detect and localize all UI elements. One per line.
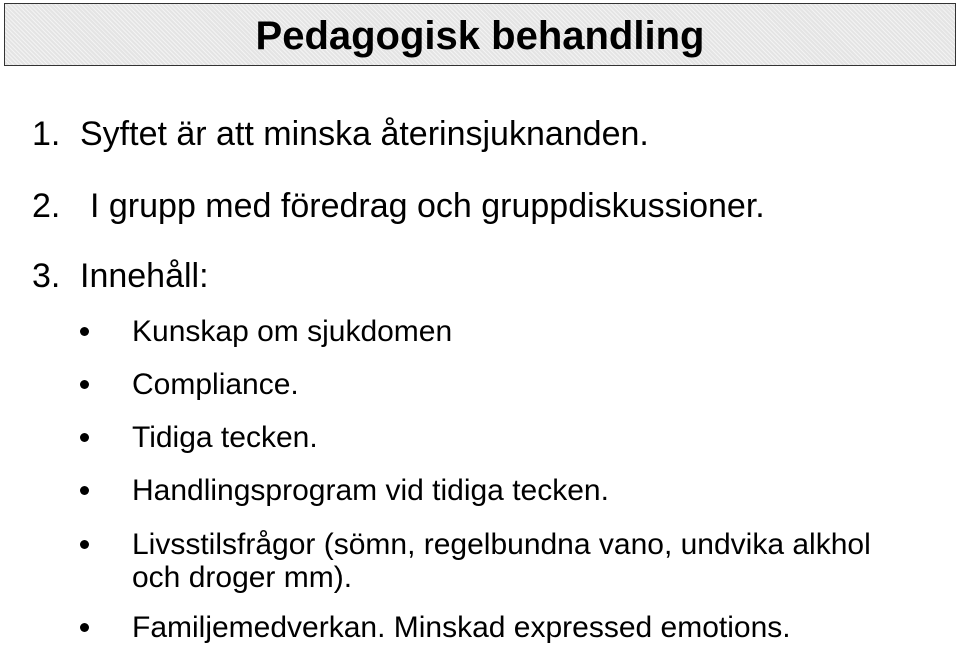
bullet-text: Compliance. [132, 368, 299, 401]
item-number: 3. [32, 257, 61, 295]
bullet-item [80, 474, 940, 507]
bullet-dot-icon [80, 327, 89, 336]
bullet-item [80, 368, 940, 401]
item-text: Syftet är att minska återinsjuknanden. [80, 115, 649, 153]
item-number: 1. [32, 115, 61, 153]
bullet-text: Kunskap om sjukdomen [132, 315, 453, 348]
numbered-item-1 [32, 114, 649, 154]
numbered-item-2 [32, 186, 765, 226]
bullet-item [80, 611, 940, 644]
bullet-dot-icon [80, 540, 89, 549]
item-text: Innehåll: [80, 257, 209, 295]
item-number: 2. [32, 187, 61, 225]
bullet-text: Familjemedverkan. Minskad expressed emotions. [132, 611, 791, 644]
title-banner [4, 3, 956, 66]
bullet-item [80, 421, 940, 454]
bullet-text: Livsstilsfrågor (sömn, regelbundna vano, undvika alkhol och droger mm). [132, 528, 871, 594]
bullet-dot-icon [80, 380, 89, 389]
bullet-text: Handlingsprogram vid tidiga tecken. [132, 474, 609, 507]
bullet-item [80, 528, 940, 594]
item-text: I grupp med föredrag och gruppdiskussioner. [90, 187, 765, 225]
bullet-dot-icon [80, 623, 89, 632]
bullet-item [80, 315, 940, 348]
bullet-dot-icon [80, 433, 89, 442]
bullet-text: Tidiga tecken. [132, 421, 318, 454]
numbered-item-3 [32, 256, 209, 296]
bullet-dot-icon [80, 486, 89, 495]
page-title: Pedagogisk behandling [255, 13, 705, 58]
